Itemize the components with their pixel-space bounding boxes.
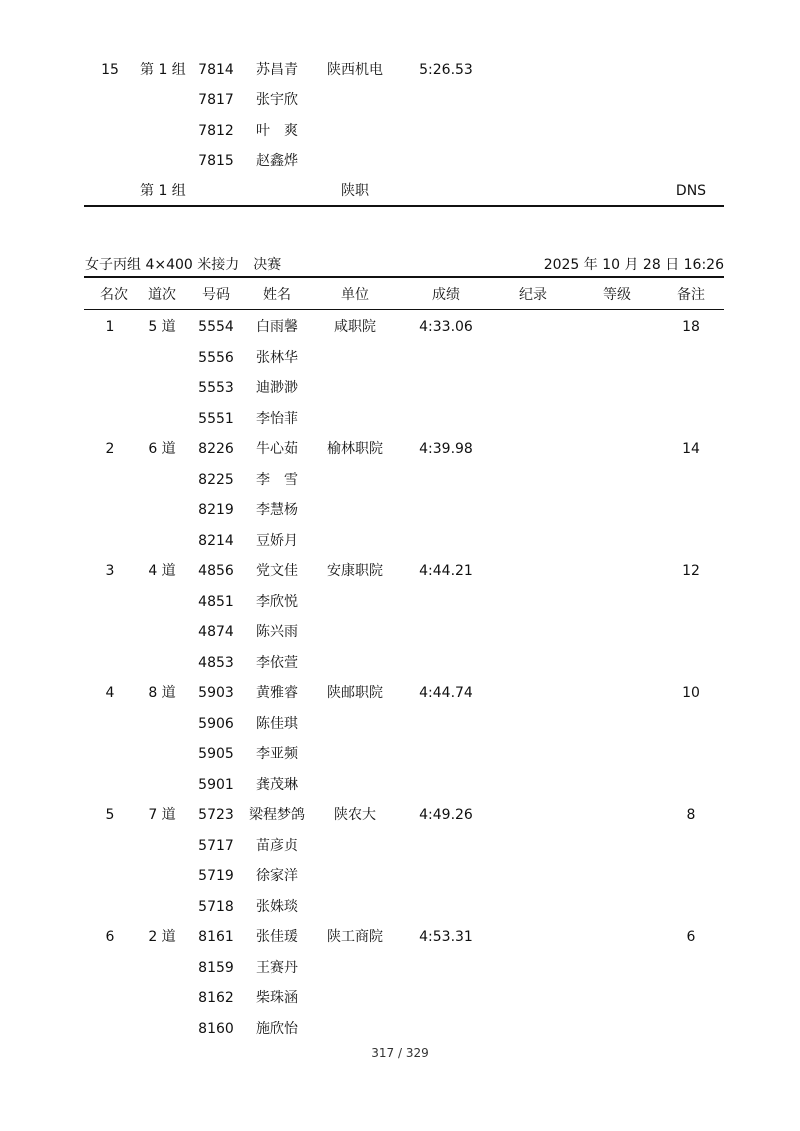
prev-result: 5:26.53 <box>419 62 473 78</box>
team-note: 6 <box>686 929 696 945</box>
member-name: 李慧杨 <box>256 502 298 518</box>
team-rank: 6 <box>105 929 115 945</box>
member-num: 4853 <box>198 655 234 671</box>
member-num: 4856 <box>198 563 234 579</box>
dns-note: DNS <box>675 183 707 199</box>
team-note: 18 <box>682 319 700 335</box>
member-num: 8214 <box>198 533 234 549</box>
prev-member-num: 7814 <box>198 62 234 78</box>
team-lane: 7 道 <box>148 807 176 823</box>
header-bottom-rule <box>84 309 724 310</box>
member-name: 豆娇月 <box>256 533 298 549</box>
event-datetime: 2025 年 10 月 28 日 16:26 <box>543 257 724 273</box>
member-name: 徐家洋 <box>256 868 298 884</box>
member-num: 5723 <box>198 807 234 823</box>
team-note: 8 <box>686 807 696 823</box>
member-num: 8160 <box>198 1021 234 1037</box>
team-unit: 陕农大 <box>334 807 376 823</box>
dns-unit: 陕职 <box>341 183 369 199</box>
member-num: 8162 <box>198 990 234 1006</box>
member-name: 牛心茹 <box>256 441 298 457</box>
team-rank: 4 <box>105 685 115 701</box>
header-num: 号码 <box>202 287 230 303</box>
member-name: 柴珠涵 <box>256 990 298 1006</box>
member-name: 党文佳 <box>256 563 298 579</box>
prev-lane: 第 1 组 <box>140 62 186 78</box>
header-note: 备注 <box>677 287 705 303</box>
prev-member-num: 7817 <box>198 92 234 108</box>
team-lane: 2 道 <box>148 929 176 945</box>
member-name: 王赛丹 <box>256 960 298 976</box>
member-num: 8225 <box>198 472 234 488</box>
header-name: 姓名 <box>263 287 291 303</box>
member-num: 5551 <box>198 411 234 427</box>
prev-member-name: 苏昌青 <box>256 62 298 78</box>
prev-member-name: 赵鑫烨 <box>256 153 298 169</box>
member-name: 苗彦贞 <box>256 838 298 854</box>
team-result: 4:44.21 <box>419 563 473 579</box>
team-result: 4:53.31 <box>419 929 473 945</box>
prev-member-name: 张宇欣 <box>256 92 298 108</box>
team-note: 12 <box>682 563 700 579</box>
member-name: 李怡菲 <box>256 411 298 427</box>
prev-unit: 陕西机电 <box>327 62 383 78</box>
team-unit: 安康职院 <box>327 563 383 579</box>
team-result: 4:49.26 <box>419 807 473 823</box>
team-unit: 咸职院 <box>334 319 376 335</box>
team-lane: 6 道 <box>148 441 176 457</box>
team-lane: 8 道 <box>148 685 176 701</box>
member-name: 梁程梦鸽 <box>249 807 305 823</box>
member-name: 李依萱 <box>256 655 298 671</box>
dns-lane: 第 1 组 <box>140 183 186 199</box>
member-name: 李亚频 <box>256 746 298 762</box>
prev-rank: 15 <box>101 62 119 78</box>
member-name: 李欣悦 <box>256 594 298 610</box>
prev-member-name: 叶 爽 <box>256 123 298 139</box>
member-name: 李 雪 <box>256 472 298 488</box>
member-name: 施欣怡 <box>256 1021 298 1037</box>
header-top-rule <box>84 276 724 278</box>
member-num: 5719 <box>198 868 234 884</box>
member-num: 5905 <box>198 746 234 762</box>
header-result: 成绩 <box>432 287 460 303</box>
header-record: 纪录 <box>519 287 547 303</box>
member-num: 4874 <box>198 624 234 640</box>
member-num: 8219 <box>198 502 234 518</box>
page-number: 317 / 329 <box>371 1046 429 1060</box>
member-name: 黄雅睿 <box>256 685 298 701</box>
member-num: 5553 <box>198 380 234 396</box>
team-note: 14 <box>682 441 700 457</box>
member-name: 陈佳琪 <box>256 716 298 732</box>
member-num: 4851 <box>198 594 234 610</box>
team-lane: 5 道 <box>148 319 176 335</box>
team-lane: 4 道 <box>148 563 176 579</box>
team-note: 10 <box>682 685 700 701</box>
header-lane: 道次 <box>148 287 176 303</box>
team-unit: 陕邮职院 <box>327 685 383 701</box>
team-result: 4:39.98 <box>419 441 473 457</box>
member-num: 5901 <box>198 777 234 793</box>
member-name: 张林华 <box>256 350 298 366</box>
prev-member-num: 7815 <box>198 153 234 169</box>
prev-table-bottom-rule <box>84 205 724 207</box>
member-num: 5556 <box>198 350 234 366</box>
team-result: 4:33.06 <box>419 319 473 335</box>
team-result: 4:44.74 <box>419 685 473 701</box>
team-rank: 3 <box>105 563 115 579</box>
member-num: 5906 <box>198 716 234 732</box>
event-title: 女子丙组 4×400 米接力 决赛 <box>85 257 282 273</box>
team-rank: 5 <box>105 807 115 823</box>
prev-member-num: 7812 <box>198 123 234 139</box>
member-num: 8159 <box>198 960 234 976</box>
team-unit: 榆林职院 <box>327 441 383 457</box>
member-name: 张姝琰 <box>256 899 298 915</box>
member-num: 8161 <box>198 929 234 945</box>
member-name: 龚茂琳 <box>256 777 298 793</box>
member-name: 迪渺渺 <box>256 380 298 396</box>
team-unit: 陕工商院 <box>327 929 383 945</box>
member-num: 5718 <box>198 899 234 915</box>
team-rank: 2 <box>105 441 115 457</box>
member-name: 张佳瑗 <box>256 929 298 945</box>
member-num: 5554 <box>198 319 234 335</box>
header-unit: 单位 <box>341 287 369 303</box>
header-grade: 等级 <box>603 287 631 303</box>
header-rank: 名次 <box>100 287 128 303</box>
member-name: 白雨馨 <box>256 319 298 335</box>
member-num: 5717 <box>198 838 234 854</box>
member-name: 陈兴雨 <box>256 624 298 640</box>
member-num: 5903 <box>198 685 234 701</box>
team-rank: 1 <box>105 319 115 335</box>
member-num: 8226 <box>198 441 234 457</box>
